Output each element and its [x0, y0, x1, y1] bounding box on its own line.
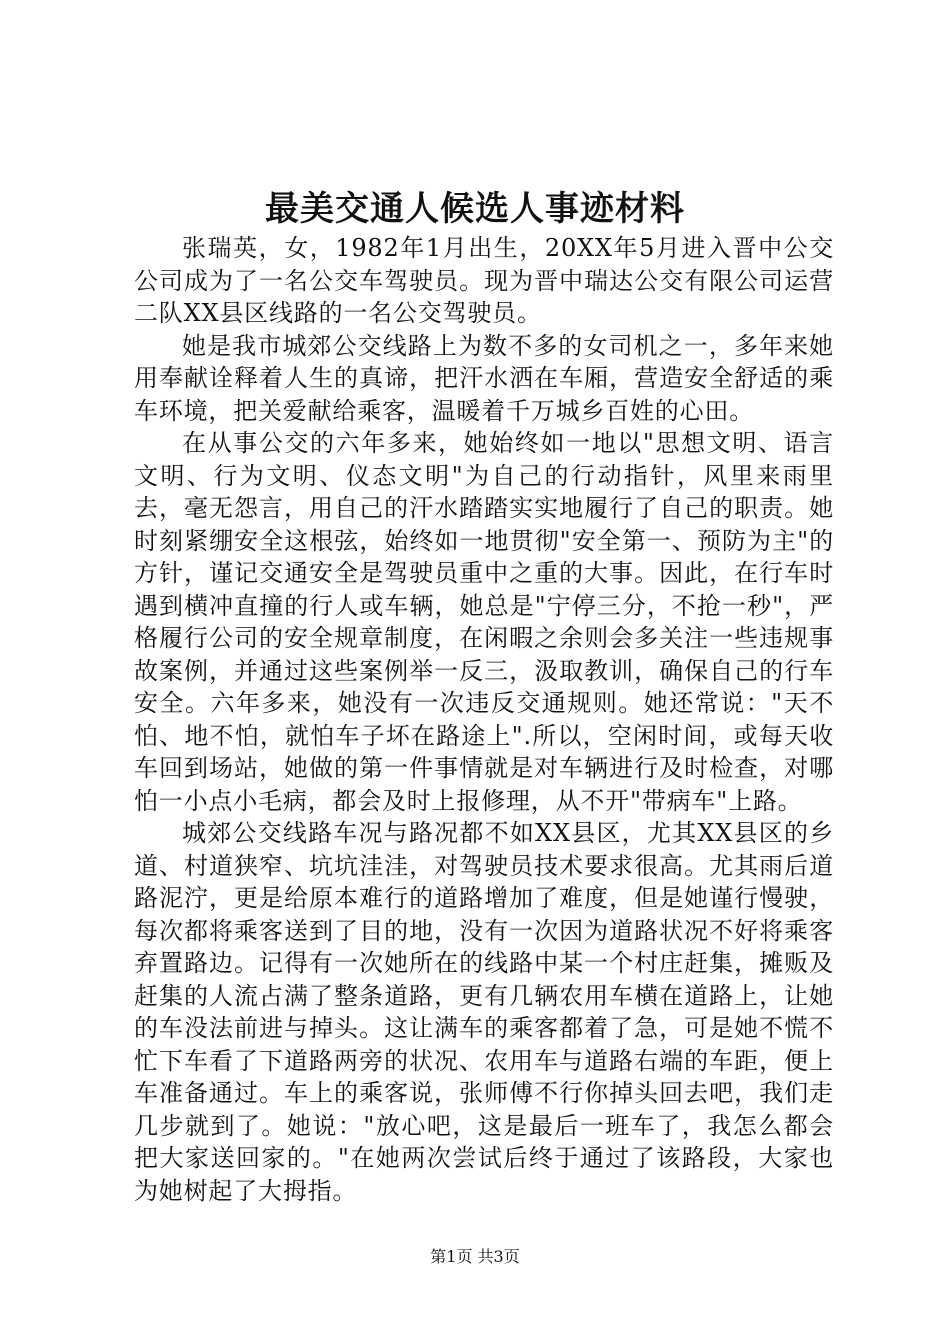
paragraph-3: 在从事公交的六年多来，她始终如一地以"思想文明、语言文明、行为文明、仪态文明"为自己的行动指针，风里来雨里去，毫无怨言，用自己的汗水踏踏实实地履行了自己的职责。她时刻紧绷安全这根弦，始终如一地贯彻"安全第一、预防为主"的方针，谨记交通安全是驾驶员重中之重的大事。因此，在行车时遇到横冲直撞的行人或车辆，她总是"宁停三分，不抢一秒"，严格履行公司的安全规章制度，在闲暇之余则会多关注一些违规事故案例，并通过这些案例举一反三，汲取教训，确保自己的行车安全。六年多来，她没有一次违反交通规则。她还常说："天不怕、地不怕，就怕车子坏在路途上".所以，空闲时间，或每天收车回到场站，她做的第一件事情就是对车辆进行及时检查，对哪怕一小点小毛病，都会及时上报修理，从不开"带病车"上路。: [134, 429, 834, 815]
document-title: 最美交通人候选人事迹材料: [265, 189, 685, 229]
paragraph-1: 张瑞英，女，1982年1月出生，20XX年5月进入晋中公交公司成为了一名公交车驾驶员。现为晋中瑞达公交有限公司运营二队XX县区线路的一名公交驾驶员。: [134, 234, 834, 327]
document-body: [134, 232, 834, 1207]
paragraph-4: 城郊公交线路车况与路况都不如XX县区，尤其XX县区的乡道、村道狭窄、坑坑洼洼，对驾驶员技术要求很高。尤其雨后道路泥泞，更是给原本难行的道路增加了难度，但是她谨行慢驶，每次都将乘客送到了目的地，没有一次因为道路状况不好将乘客弃置路边。记得有一次她所在的线路中某一个村庄赶集，摊贩及赶集的人流占满了整条道路，更有几辆农用车横在道路上，让她的车没法前进与掉头。这让满车的乘客都着了急，可是她不慌不忙下车看了下道路两旁的状况、农用车与道路右端的车距，便上车准备通过。车上的乘客说，张师傅不行你掉头回去吧，我们走几步就到了。她说："放心吧，这是最后一班车了，我怎么都会把大家送回家的。"在她两次尝试后终于通过了该路段，大家也为她树起了大拇指。: [134, 819, 834, 1205]
paragraph-2: 她是我市城郊公交线路上为数不多的女司机之一，多年来她用奉献诠释着人生的真谛，把汗水洒在车厢，营造安全舒适的乘车环境，把关爱献给乘客，温暖着千万城乡百姓的心田。: [134, 331, 834, 425]
page-footer: 第1页 共3页: [430, 1247, 520, 1266]
